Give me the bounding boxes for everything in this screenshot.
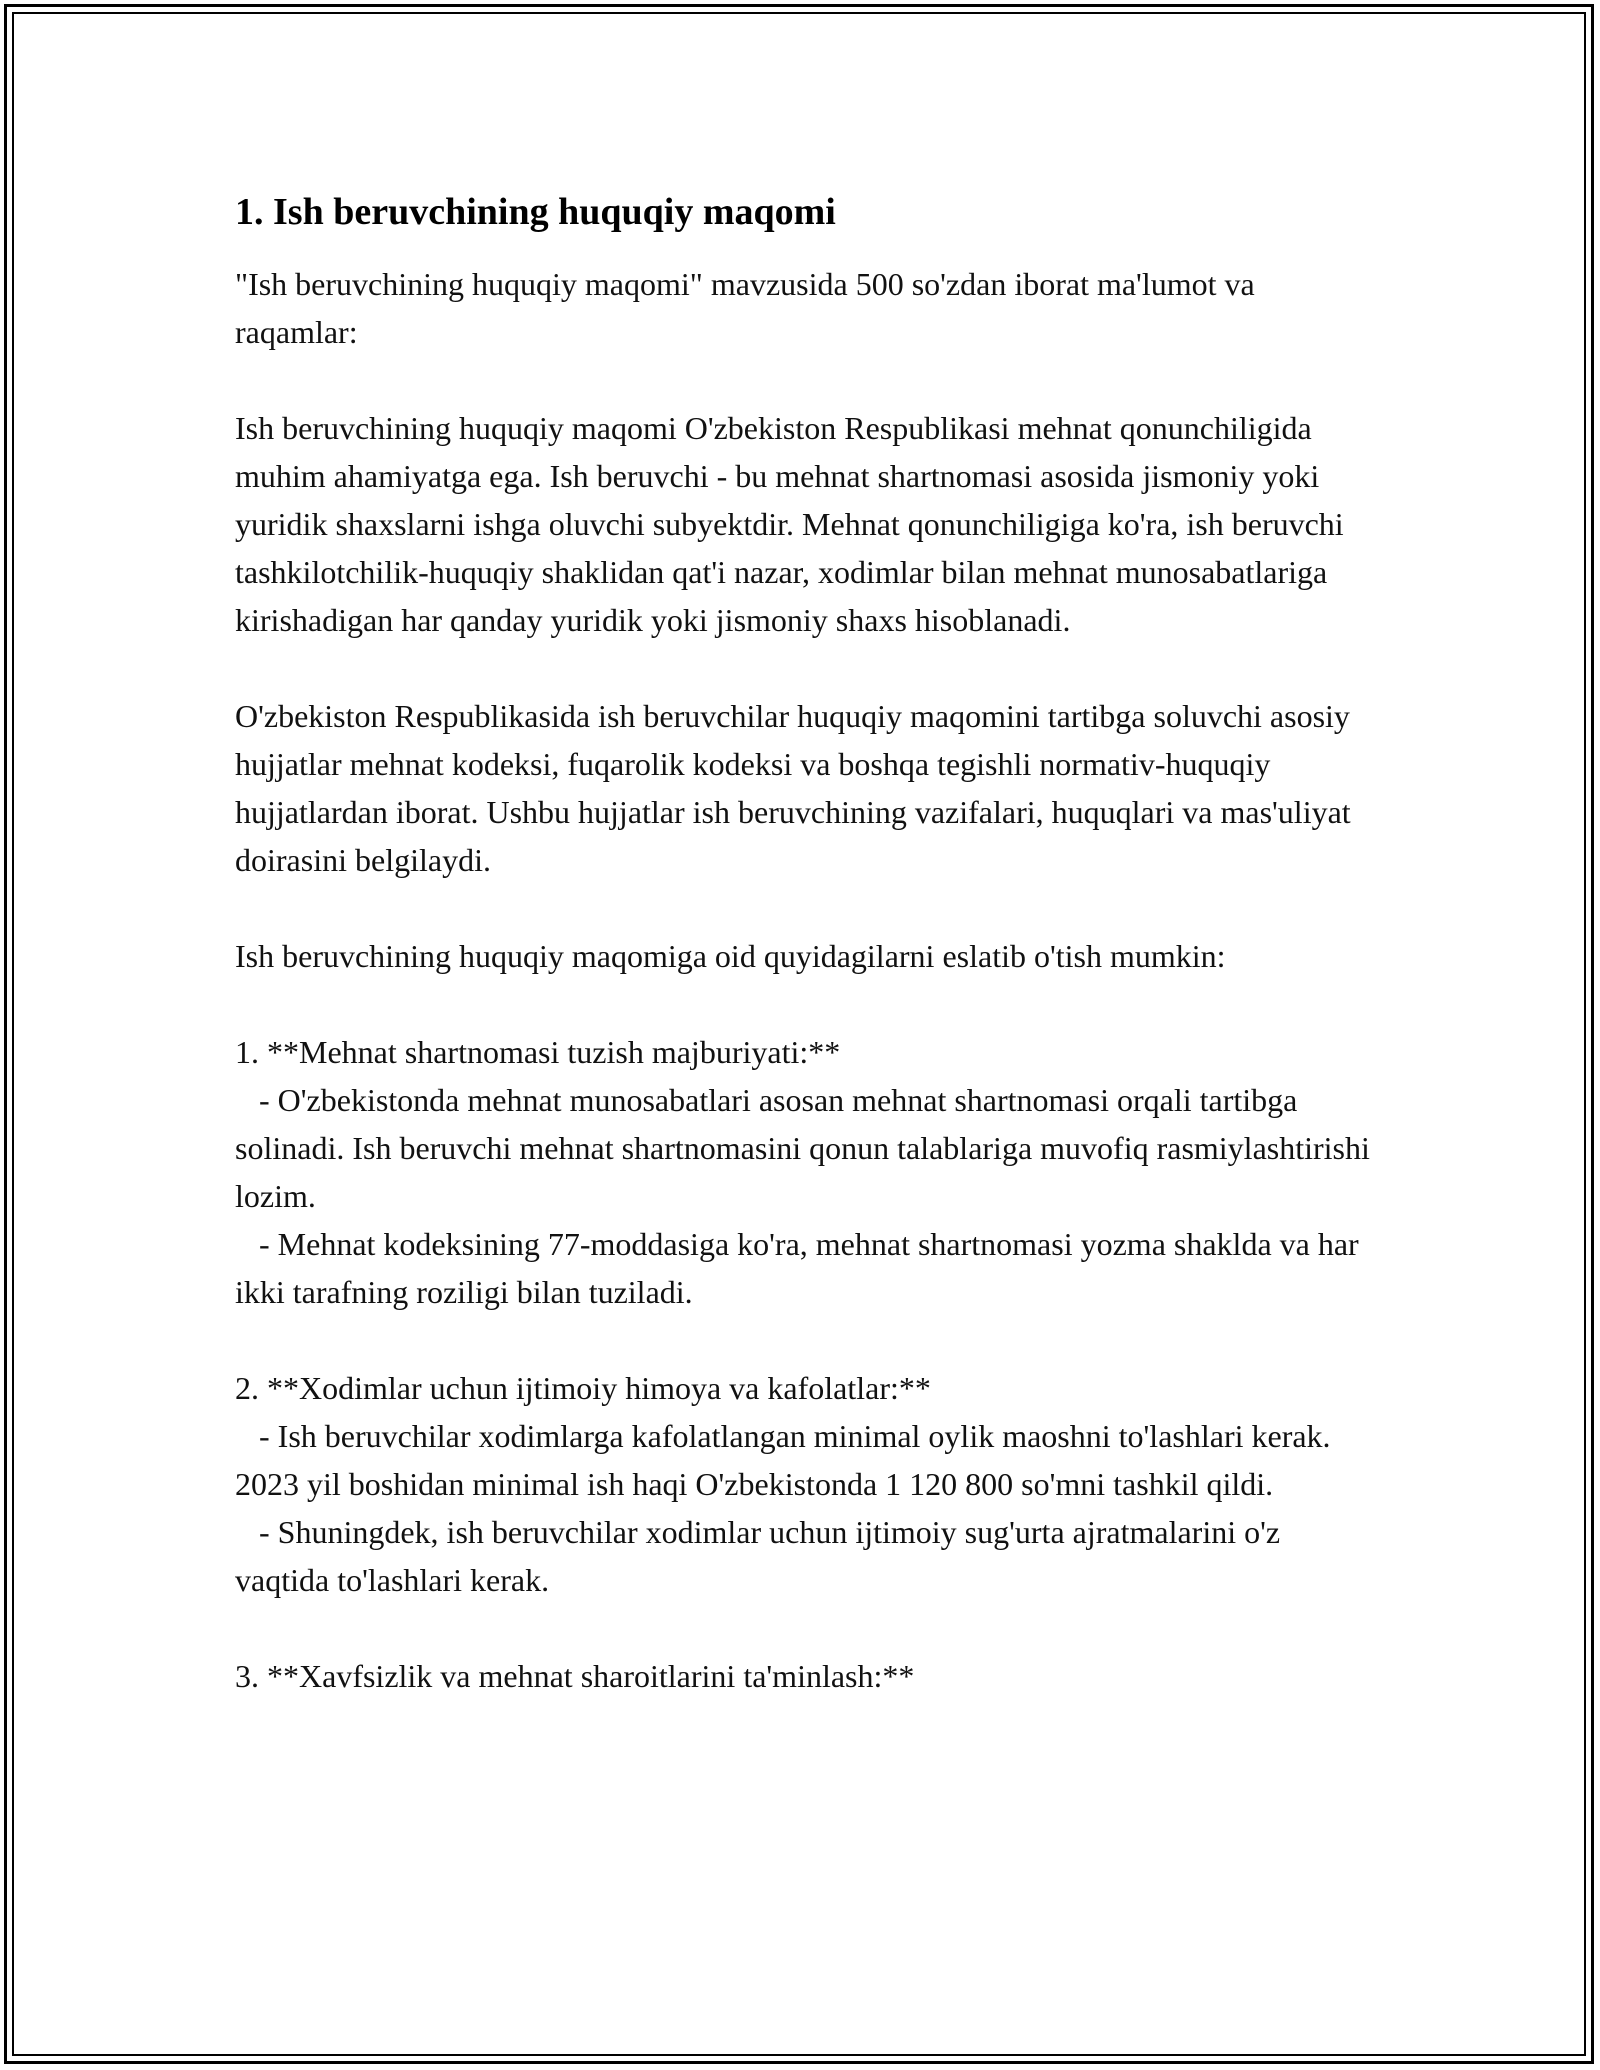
paragraph-gap [235, 1316, 1375, 1364]
list-item-1: 1. **Mehnat shartnomasi tuzish majburiyati:** - O'zbekistonda mehnat munosabatlari asosan mehnat shartnomasi orqali tartibga solinadi. Ish beruvchi mehnat shartnomasini qonun talablariga muvofiq rasmiylashtirishi lozim. - Mehnat kodeksining 77-moddasiga ko'ra, mehnat shartnomasi yozma shaklda va har ikki tarafning roziligi bilan tuziladi. [235, 1034, 1370, 1310]
list-item-3: 3. **Xavfsizlik va mehnat sharoitlarini ta'minlash:** [235, 1658, 915, 1694]
list-item-2: 2. **Xodimlar uchun ijtimoiy himoya va kafolatlar:** - Ish beruvchilar xodimlarga kafolatlangan minimal oylik maoshni to'lashlari kerak. 2023 yil boshidan minimal ish haqi O'zbekistonda 1 120 800 so'mni tashkil qildi. - Shuningdek, ish beruvchilar xodimlar uchun ijtimoiy sug'urta ajratmalarini o'z vaqtida to'lashlari kerak. [235, 1370, 1331, 1598]
document-body [235, 188, 1375, 1700]
intro-paragraph: "Ish beruvchining huquqiy maqomi" mavzusida 500 so'zdan iborat ma'lumot va raqamlar: [235, 266, 1263, 350]
paragraph-gap [235, 644, 1375, 692]
paragraph-3: Ish beruvchining huquqiy maqomiga oid quyidagilarni eslatib o'tish mumkin: [235, 938, 1226, 974]
section-heading: 1. Ish beruvchining huquqiy maqomi [235, 191, 836, 233]
paragraph-gap [235, 980, 1375, 1028]
paragraph-1: Ish beruvchining huquqiy maqomi O'zbekiston Respublikasi mehnat qonunchiligida muhim ahamiyatga ega. Ish beruvchi - bu mehnat shartnomasi asosida jismoniy yoki yuridik shaxslarni ishga oluvchi subyektdir. Mehnat qonunchiligiga ko'ra, ish beruvchi tashkilotchilik-huquqiy shaklidan qat'i nazar, xodimlar bilan mehnat munosabatlariga kirishadigan har qanday yuridik yoki jismoniy shaxs hisoblanadi. [235, 410, 1352, 638]
paragraph-gap [235, 356, 1375, 404]
paragraph-gap [235, 884, 1375, 932]
paragraph-2: O'zbekiston Respublikasida ish beruvchilar huquqiy maqomini tartibga soluvchi asosiy hujjatlar mehnat kodeksi, fuqarolik kodeksi va boshqa tegishli normativ-huquqiy hujjatlardan iborat. Ushbu hujjatlar ish beruvchining vazifalari, huquqlari va mas'uliyat doirasini belgilaydi. [235, 698, 1359, 878]
paragraph-gap [235, 1604, 1375, 1652]
